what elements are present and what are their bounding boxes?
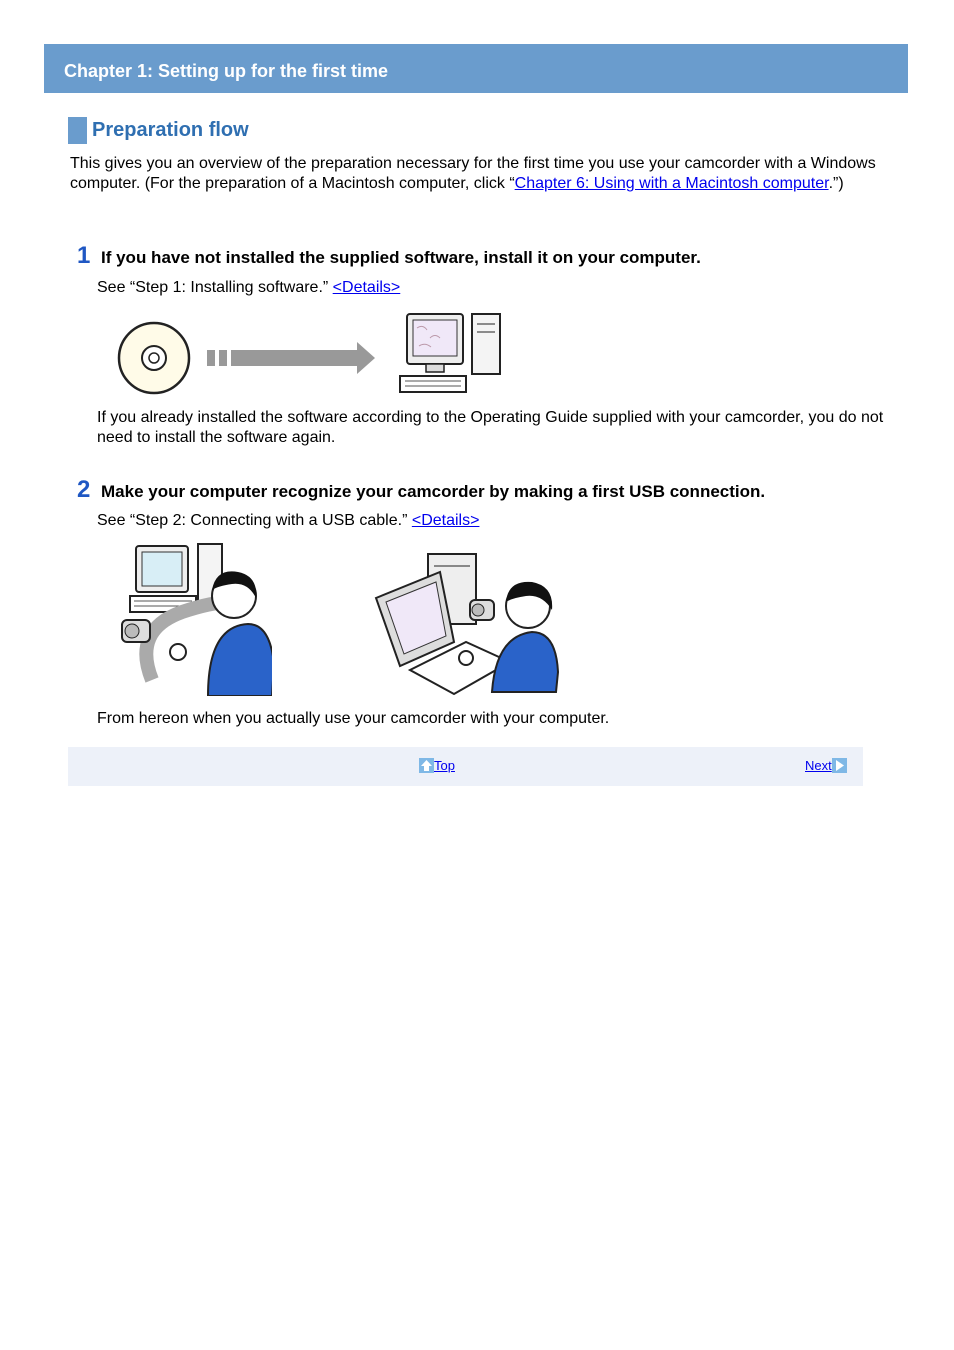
step-1-see xyxy=(97,278,887,298)
step-2-heading xyxy=(77,476,765,504)
step-1-note: If you already installed the software according to the Operating Guide supplied with your camcorder, you do not need to install the software again. xyxy=(97,409,884,446)
step-1-details-link[interactable]: <Details> xyxy=(332,279,401,296)
step-2-see-text: See “Step 2: Connecting with a USB cable.” xyxy=(97,512,412,529)
install-software-illustration xyxy=(112,310,512,402)
step-1-number: 1 xyxy=(77,242,91,269)
right-arrow-icon xyxy=(832,758,847,773)
arrow-icon xyxy=(207,342,375,374)
intro-text-before: This gives you an overview of the preparation necessary for the first time you use your camcorder with a Windows computer. (For the preparation of a Macintosh computer, click “ xyxy=(70,155,876,192)
intro-paragraph xyxy=(70,154,880,194)
computer-use-illustration xyxy=(370,548,562,696)
step-2-details-link[interactable]: <Details> xyxy=(411,512,480,529)
disc-icon xyxy=(119,323,189,393)
step-2-number: 2 xyxy=(77,476,91,503)
intro-text-after: .”) xyxy=(828,175,844,192)
chapter-title: Chapter 1: Setting up for the first time xyxy=(64,61,389,81)
step-2-see xyxy=(97,511,887,531)
top-link[interactable] xyxy=(419,758,455,773)
step-2-title: Make your computer recognize your camcorder by making a first USB connection. xyxy=(101,482,766,501)
up-arrow-icon xyxy=(419,758,434,773)
footer-nav-bar xyxy=(68,747,863,786)
step-1-see-text: See “Step 1: Installing software.” xyxy=(97,279,333,296)
camcorder-icon xyxy=(470,600,494,620)
step-2-note: From hereon when you actually use your camcorder with your computer. xyxy=(97,710,610,727)
section-heading xyxy=(68,116,249,144)
camcorder-icon xyxy=(122,620,150,642)
chapter-header xyxy=(44,44,908,93)
monitor-icon xyxy=(376,572,454,666)
next-link[interactable] xyxy=(805,758,847,773)
step-1-title: If you have not installed the supplied software, install it on your computer. xyxy=(101,248,701,267)
usb-connection-illustration xyxy=(112,540,272,696)
section-marker xyxy=(68,117,87,144)
top-link-label[interactable]: Top xyxy=(434,758,455,773)
step-1-heading xyxy=(77,242,701,270)
computer-icon xyxy=(400,314,500,392)
next-link-label[interactable]: Next xyxy=(805,758,832,773)
chapter6-link[interactable]: Chapter 6: Using with a Macintosh computer xyxy=(514,175,829,192)
section-title: Preparation flow xyxy=(92,118,249,141)
